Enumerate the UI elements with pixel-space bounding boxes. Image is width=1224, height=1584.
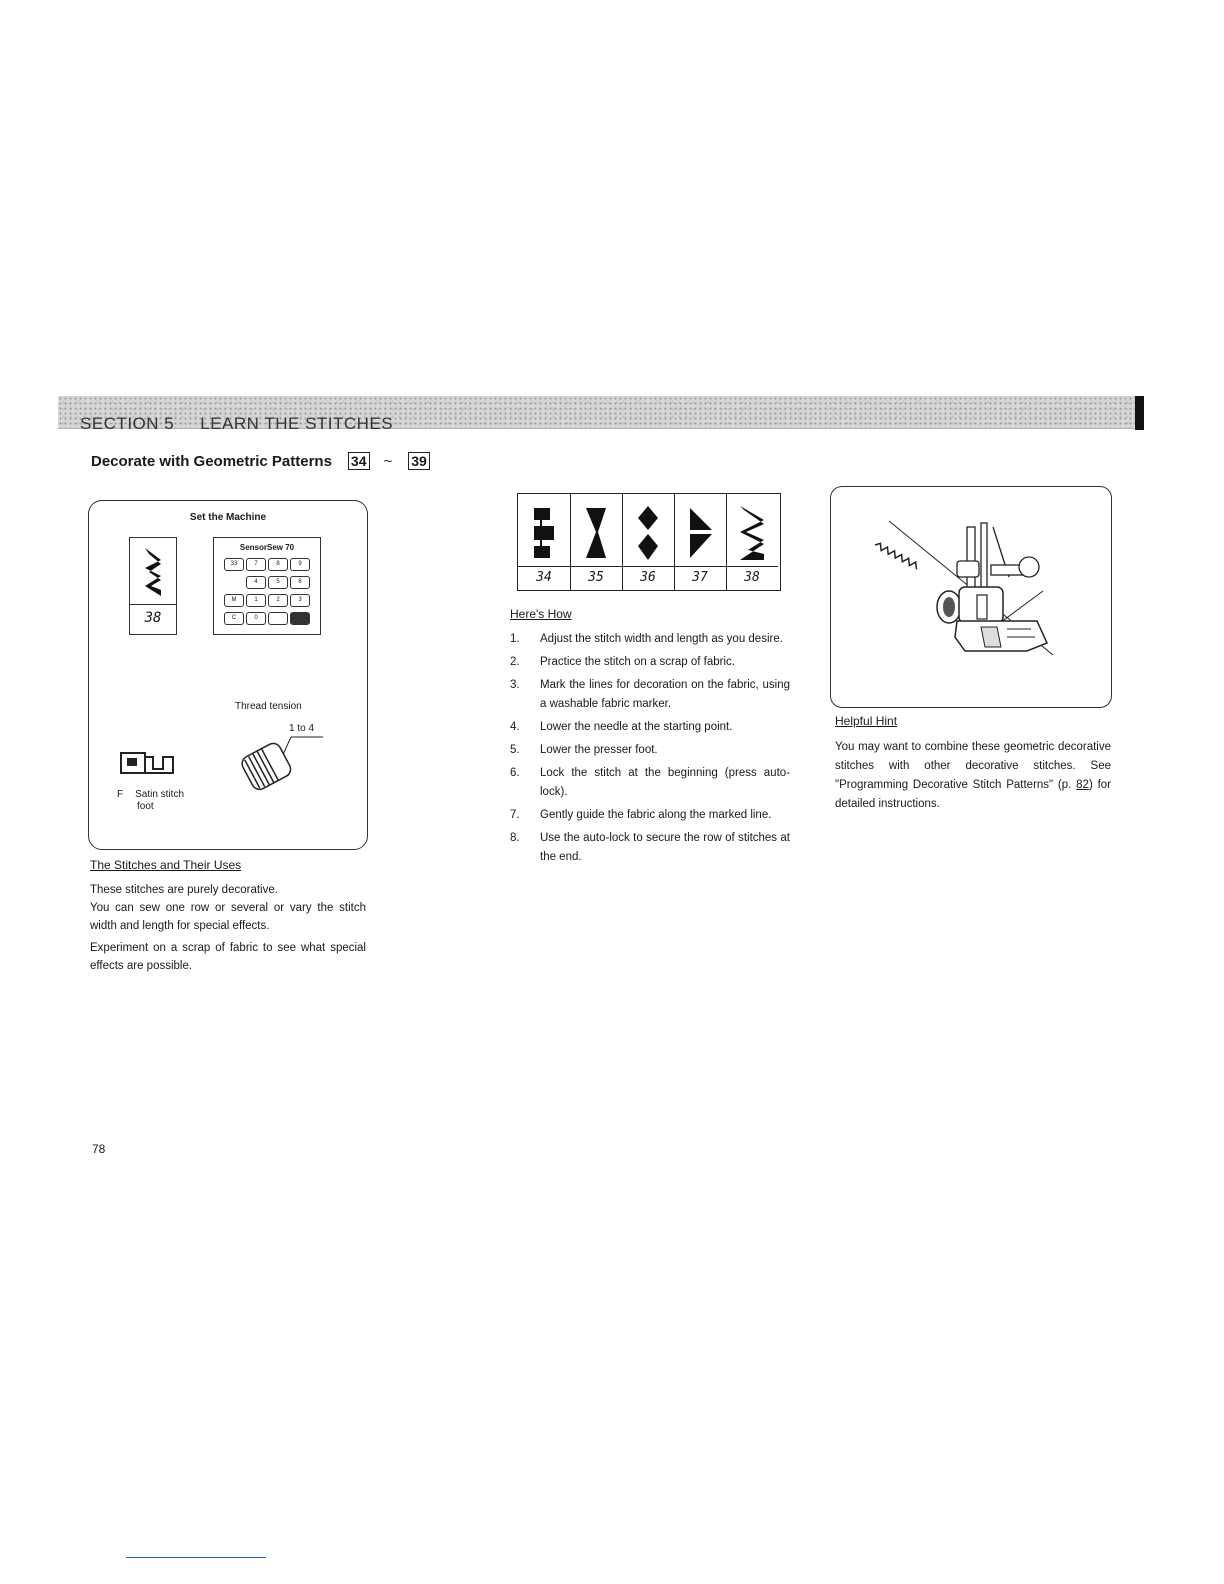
keypad-brand: SensorSew 70 xyxy=(239,543,295,552)
step-text: Lower the presser foot. xyxy=(540,744,658,756)
key-2: 2 xyxy=(268,594,288,607)
hint-text-before: You may want to combine these geometric decorative stitches with other decorative stitches. See "Programming Decorative Stitch Patterns" (p. xyxy=(835,741,1111,791)
key-1: 1 xyxy=(246,594,266,607)
key-5: 5 xyxy=(268,576,288,589)
column-divider xyxy=(726,566,778,567)
foot-name: Satin stitch xyxy=(135,789,185,800)
page-title-text: Decorate with Geometric Patterns xyxy=(91,452,332,470)
key-4: 4 xyxy=(246,576,266,589)
key-3: 3 xyxy=(290,594,310,607)
card-divider xyxy=(130,604,176,605)
key-9: 9 xyxy=(290,558,310,571)
key-blank xyxy=(268,612,288,625)
stitch-column-38 xyxy=(726,494,778,590)
page-number: 78 xyxy=(92,1142,106,1156)
stitch-column-36 xyxy=(622,494,675,590)
step-item xyxy=(510,764,790,802)
step-item xyxy=(510,741,790,760)
step-text: Gently guide the fabric along the marked line. xyxy=(540,809,772,821)
selected-stitch-number: 38 xyxy=(144,610,162,626)
step-text: Practice the stitch on a scrap of fabric. xyxy=(540,656,735,668)
column-divider xyxy=(518,566,570,567)
foot-name-2: foot xyxy=(137,801,154,812)
step-number: 3. xyxy=(510,679,520,691)
step-text: Mark the lines for decoration on the fabric, using a washable fabric marker. xyxy=(540,679,790,710)
step-text: Use the auto-lock to secure the row of stitches at the end. xyxy=(540,832,790,863)
step-number: 8. xyxy=(510,832,520,844)
hint-page-ref: 82 xyxy=(1076,779,1089,791)
section-band xyxy=(58,396,1142,433)
machine-settings-panel xyxy=(88,500,368,850)
keypad-diagram xyxy=(213,537,321,635)
key-6: 6 xyxy=(290,576,310,589)
step-number: 2. xyxy=(510,656,520,668)
stitch-column-37 xyxy=(674,494,727,590)
step-item xyxy=(510,630,790,649)
stitch-number-35: 35 xyxy=(588,570,604,585)
stitches-uses-body xyxy=(90,881,366,975)
step-item xyxy=(510,676,790,714)
section-number: SECTION 5 xyxy=(80,414,175,433)
stitches-uses-heading: The Stitches and Their Uses xyxy=(90,858,242,872)
tension-range: 1 to 4 xyxy=(289,723,315,734)
stitch-column-34 xyxy=(518,494,571,590)
stitch-36-icon xyxy=(632,504,664,562)
step-item xyxy=(510,806,790,825)
hint-text-after: ) for detailed instructions. xyxy=(835,779,1111,810)
foot-letter: F xyxy=(117,789,124,800)
stitch-38-icon xyxy=(143,546,163,598)
column-divider xyxy=(622,566,674,567)
stitch-number-36: 36 xyxy=(640,570,656,585)
step-item xyxy=(510,829,790,867)
step-number: 6. xyxy=(510,767,520,779)
column-divider xyxy=(570,566,622,567)
step-number: 1. xyxy=(510,633,520,645)
stitch-number-37: 37 xyxy=(692,570,708,585)
stitch-column-35 xyxy=(570,494,623,590)
stitch-pattern-table xyxy=(517,493,781,591)
stitches-uses-line3: Experiment on a scrap of fabric to see what special effects are possible. xyxy=(90,942,366,972)
stitches-uses-line1: These stitches are purely decorative. xyxy=(90,884,278,896)
selected-stitch-card xyxy=(129,537,177,635)
key-enter-icon xyxy=(290,612,310,625)
stitch-number-38: 38 xyxy=(744,570,760,585)
column-divider xyxy=(674,566,726,567)
helpful-hint-heading: Helpful Hint xyxy=(835,714,898,728)
key-m: M xyxy=(224,594,244,607)
stitches-uses-line2: You can sew one row or several or vary the stitch width and length for special effects. xyxy=(90,902,366,932)
key-c: C xyxy=(224,612,244,625)
step-number: 4. xyxy=(510,721,520,733)
band-edge-mark xyxy=(1135,396,1144,430)
panel-title: Set the Machine xyxy=(189,512,267,523)
key-display: 33 xyxy=(224,558,244,571)
step-number: 5. xyxy=(510,744,520,756)
foot-label xyxy=(117,789,184,813)
section-label xyxy=(80,414,419,434)
key-7: 7 xyxy=(246,558,266,571)
step-item xyxy=(510,653,790,672)
step-item xyxy=(510,718,790,737)
helpful-hint-body xyxy=(835,738,1111,814)
step-text: Lower the needle at the starting point. xyxy=(540,721,733,733)
stitch-number-34: 34 xyxy=(536,570,552,585)
range-tilde: ~ xyxy=(383,452,393,470)
presser-foot-illustration xyxy=(830,486,1112,708)
heres-how-heading: Here's How xyxy=(510,607,572,621)
step-text: Lock the stitch at the beginning (press auto-lock). xyxy=(540,767,790,798)
step-number: 7. xyxy=(510,809,520,821)
key-0: 0 xyxy=(246,612,266,625)
presser-foot-icon xyxy=(831,487,1111,707)
step-text: Adjust the stitch width and length as you desire. xyxy=(540,633,783,645)
key-8: 8 xyxy=(268,558,288,571)
bottom-rule xyxy=(126,1557,266,1558)
stitch-37-icon xyxy=(684,504,716,562)
stitch-34-icon xyxy=(528,504,560,562)
thread-tension-label: Thread tension xyxy=(235,701,302,712)
page-title xyxy=(91,452,430,470)
tension-dial-icon xyxy=(233,719,333,799)
stitch-range-start: 34 xyxy=(348,452,370,470)
steps-list xyxy=(510,630,790,871)
stitch-35-icon xyxy=(580,504,612,562)
stitch-range-end: 39 xyxy=(408,452,430,470)
section-title: LEARN THE STITCHES xyxy=(200,414,394,433)
satin-stitch-foot-icon xyxy=(119,749,177,777)
stitch-38-icon xyxy=(736,504,768,562)
